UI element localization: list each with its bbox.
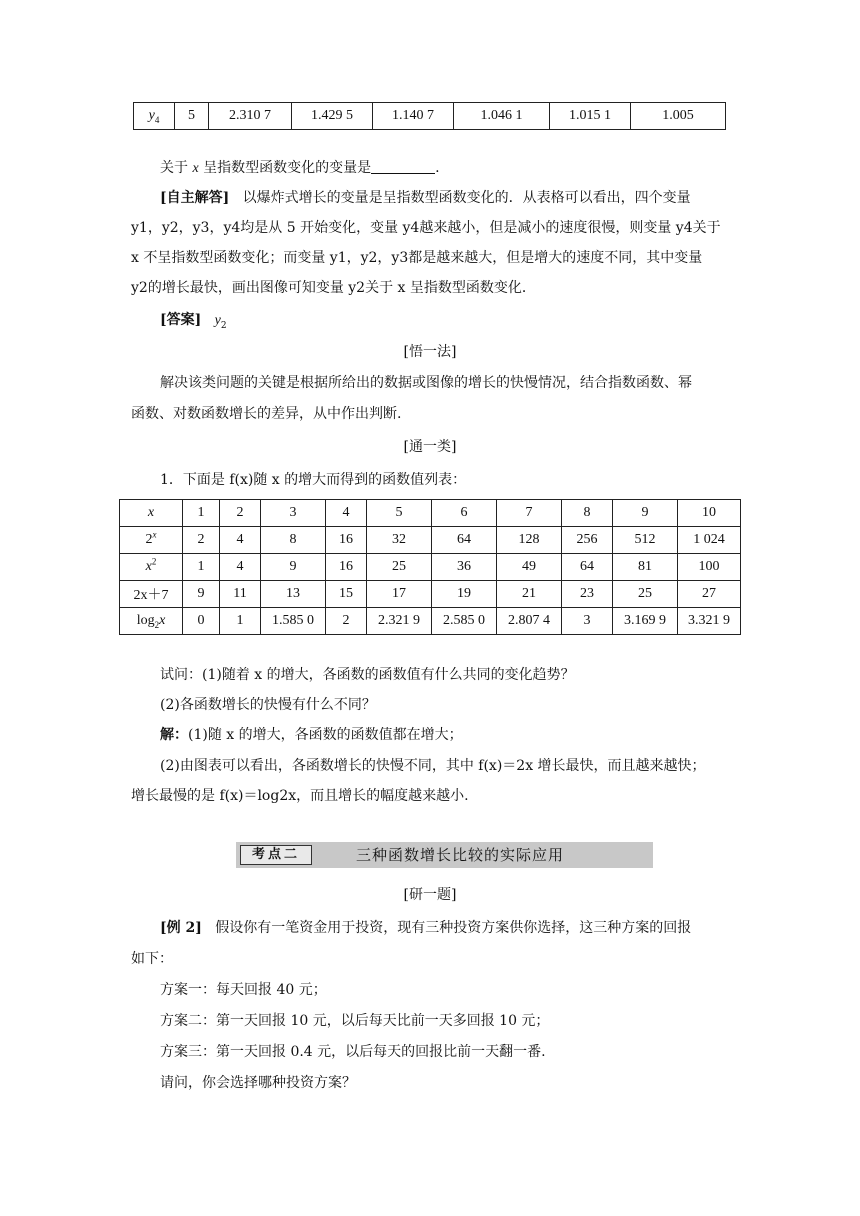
table-cell: 1 024 — [678, 527, 741, 554]
table-cell: 49 — [497, 554, 562, 581]
table-cell: 3.321 9 — [678, 608, 741, 635]
solution-line-1: 解：(1)随 x 的增大，各函数的函数值都在增大； — [160, 727, 463, 743]
table-cell: 32 — [367, 527, 432, 554]
table-cell: 2.807 4 — [497, 608, 562, 635]
table-cell: 2 — [183, 527, 220, 554]
question-text: 关于 x 呈指数型函数变化的变量是 . — [160, 160, 440, 176]
table-cell: 1 — [183, 500, 220, 527]
heading-yan-yi-ti: [研一题] — [403, 887, 457, 903]
table-cell: 19 — [432, 581, 497, 608]
table-cell: 13 — [261, 581, 326, 608]
table-cell: 1.005 — [631, 103, 726, 130]
example-question: 请问，你会选择哪种投资方案？ — [160, 1075, 356, 1091]
table-cell: 128 — [497, 527, 562, 554]
table-cell: 1.140 7 — [373, 103, 454, 130]
example-line-2: 如下： — [131, 951, 173, 967]
table-cell: 4 — [220, 554, 261, 581]
self-answer-line-1: [自主解答] 以爆炸式增长的变量是呈指数型函数变化的．从表格可以看出，四个变量 — [160, 190, 691, 206]
table-cell: 17 — [367, 581, 432, 608]
table-cell: 21 — [497, 581, 562, 608]
table-cell: 8 — [562, 500, 613, 527]
table-cell: 1 — [220, 608, 261, 635]
table-row — [120, 581, 741, 608]
table-cell: 27 — [678, 581, 741, 608]
table-cell: 16 — [326, 554, 367, 581]
answer-blank — [371, 159, 435, 174]
table-cell: 4 — [326, 500, 367, 527]
table-cell: 81 — [613, 554, 678, 581]
table-cell: 512 — [613, 527, 678, 554]
table-cell: 3 — [261, 500, 326, 527]
answer-line: [答案] $y_2$ — [160, 312, 227, 331]
table-cell: 2 — [220, 500, 261, 527]
table-cell: 23 — [562, 581, 613, 608]
table-cell: 64 — [562, 554, 613, 581]
table-cell: 2 — [326, 608, 367, 635]
self-answer-line-3: x 不呈指数型函数变化；而变量 y1，y2，y3都是越来越大，但是增大的速度不同，其中变量 — [131, 250, 703, 266]
plan-3: 方案三：第一天回报 0.4 元，以后每天的回报比前一天翻一番. — [160, 1044, 546, 1060]
table-cell: 1 — [183, 554, 220, 581]
table-cell: 64 — [432, 527, 497, 554]
heading-tong-yi-lei: [通一类] — [403, 439, 457, 455]
table-cell: 2.585 0 — [432, 608, 497, 635]
table-cell: 6 — [432, 500, 497, 527]
table-cell: 25 — [367, 554, 432, 581]
method-line-2: 函数、对数函数增长的差异，从中作出判断. — [131, 406, 402, 422]
solution-line-3: 增长最慢的是 f(x)＝log2x，而且增长的幅度越来越小. — [131, 788, 469, 804]
table-cell: 2.310 7 — [209, 103, 292, 130]
table-row — [120, 527, 741, 554]
row-label: 2x＋7 — [120, 581, 183, 608]
example-line-1: [例 2] 假设你有一笔资金用于投资，现有三种投资方案供你选择，这三种方案的回报 — [160, 920, 692, 936]
self-answer-line-4: y2的增长最快，画出图像可知变量 y2关于 x 呈指数型函数变化． — [131, 280, 536, 296]
table-cell: 2.321 9 — [367, 608, 432, 635]
self-answer-line-2: y1，y2，y3，y4均是从 5 开始变化，变量 y4越来越小，但是减小的速度很慢，则变量 y4关于 — [131, 220, 721, 236]
row-label: 2$^x$ — [120, 527, 183, 554]
table-cell: 7 — [497, 500, 562, 527]
table-cell: 9 — [261, 554, 326, 581]
table-cell: 36 — [432, 554, 497, 581]
table-row — [120, 608, 741, 635]
table-cell: 16 — [326, 527, 367, 554]
table-cell: 1.585 0 — [261, 608, 326, 635]
heading-wu-yi-fa: [悟一法] — [403, 344, 457, 360]
top-table — [133, 102, 726, 130]
question-2: (2)各函数增长的快慢有什么不同？ — [160, 697, 376, 713]
table-cell: 1.429 5 — [292, 103, 373, 130]
problem-line: 1．下面是 f(x)随 x 的增大而得到的函数值列表： — [160, 472, 467, 488]
table-row — [120, 500, 741, 527]
table-row — [134, 103, 726, 130]
table-cell: 15 — [326, 581, 367, 608]
table-cell: 1.015 1 — [550, 103, 631, 130]
question-1: 试问：(1)随着 x 的增大，各函数的函数值有什么共同的变化趋势？ — [160, 667, 575, 683]
solution-line-2: (2)由图表可以看出，各函数增长的快慢不同，其中 f(x)＝2x 增长最快，而且越来越快； — [160, 758, 706, 774]
section-tag: 考点二 — [240, 845, 312, 865]
table-cell: 10 — [678, 500, 741, 527]
table-cell: 11 — [220, 581, 261, 608]
table-cell: 3 — [562, 608, 613, 635]
table-cell: 3.169 9 — [613, 608, 678, 635]
table-cell: 1.046 1 — [454, 103, 550, 130]
row-label: x — [120, 500, 183, 527]
method-line-1: 解决该类问题的关键是根据所给出的数据或图像的增长的快慢情况，结合指数函数、幂 — [160, 375, 692, 391]
section-banner — [236, 842, 653, 868]
table-cell: 5 — [175, 103, 209, 130]
section-title: 三种函数增长比较的实际应用 — [356, 846, 565, 864]
row-label: $y_4$ — [134, 103, 175, 130]
table-row — [120, 554, 741, 581]
row-label: $\log_2x$ — [120, 608, 183, 635]
table-cell: 25 — [613, 581, 678, 608]
table-cell: 100 — [678, 554, 741, 581]
table-cell: 9 — [613, 500, 678, 527]
table-cell: 8 — [261, 527, 326, 554]
table-cell: 5 — [367, 500, 432, 527]
row-label: $x^2$ — [120, 554, 183, 581]
table-cell: 0 — [183, 608, 220, 635]
function-table — [119, 499, 741, 635]
table-cell: 9 — [183, 581, 220, 608]
plan-2: 方案二：第一天回报 10 元，以后每天比前一天多回报 10 元； — [160, 1013, 550, 1029]
table-cell: 4 — [220, 527, 261, 554]
plan-1: 方案一：每天回报 40 元； — [160, 982, 327, 998]
table-cell: 256 — [562, 527, 613, 554]
